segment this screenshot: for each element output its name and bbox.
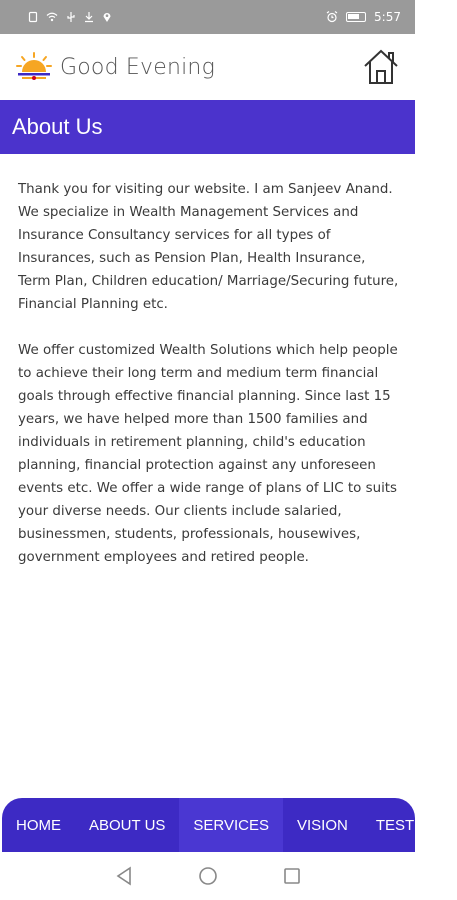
- status-icons-left: [28, 12, 112, 22]
- battery-icon: [346, 12, 366, 22]
- nav-item-vision[interactable]: VISION: [297, 816, 348, 834]
- back-triangle-icon: [115, 866, 133, 886]
- usb-icon: [66, 12, 76, 22]
- circle-icon: [198, 866, 218, 886]
- wifi-icon: [46, 12, 58, 22]
- app-header: [0, 34, 415, 100]
- nav-item-about-us[interactable]: ABOUT US: [89, 816, 166, 834]
- page-title: About Us: [12, 114, 103, 139]
- nav-item-testimonials[interactable]: TESTIMO: [375, 816, 443, 834]
- back-button[interactable]: [114, 866, 134, 886]
- location-icon: [102, 12, 112, 22]
- sunset-icon: [16, 52, 52, 82]
- square-icon: [283, 867, 301, 885]
- greeting-text: Good Evening: [60, 54, 215, 80]
- nav-item-services[interactable]: SERVICES: [179, 798, 283, 852]
- page-title-bar: [0, 100, 415, 154]
- home-system-button[interactable]: [198, 866, 218, 886]
- alarm-icon: [326, 11, 338, 23]
- status-time: 5:57: [374, 10, 401, 24]
- about-paragraph-2: We offer customized Wealth Solutions which help people to achieve their long term and medium term financial goals through effective financial planning. Since last 15 years, we have helped more than 1500 families and individuals in retirement planning, child's education planning, financial protection against any unforeseen events etc. We offer a wide range of plans of LIC to suits your diverse needs. Our clients include salaried, businessmen, students, professionals, housewives, government employees and retired people.: [18, 343, 398, 565]
- nav-item-home[interactable]: HOME: [16, 816, 61, 834]
- home-button[interactable]: [361, 47, 401, 87]
- bottom-nav: [2, 798, 443, 852]
- download-icon: [84, 12, 94, 22]
- about-paragraph-1: Thank you for visiting our website. I am Sanjeev Anand. We specialize in Wealth Management Services and Insurance Consultancy services for all types of Insurances, such as Pension Plan, Health Insurance, Term Plan, Children education/ Marriage/Securing future, Financial Planning etc.: [18, 182, 399, 312]
- status-bar: [0, 0, 415, 34]
- home-icon: [362, 48, 400, 86]
- recents-button[interactable]: [282, 866, 302, 886]
- system-navigation-bar: [0, 852, 415, 900]
- status-icons-right: [326, 10, 401, 24]
- greeting: [16, 52, 215, 82]
- about-content: [18, 178, 402, 569]
- sim-icon: [28, 12, 38, 22]
